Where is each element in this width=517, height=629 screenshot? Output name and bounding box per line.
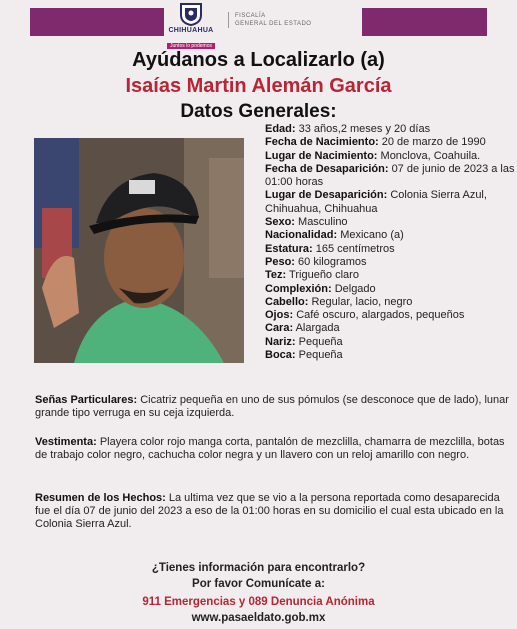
detail-row: Fecha de Nacimiento: 20 de marzo de 1990 [265,136,486,149]
distinguishing-marks-label: Señas Particulares: [35,394,138,406]
detail-row: Sexo: Masculino [265,216,348,229]
footer-call-to-action: Por favor Comunícate a: [192,578,325,590]
clothing-label: Vestimenta: [35,436,97,448]
page-title: Ayúdanos a Localizarlo (a) [132,49,385,71]
logo-text: CHIHUAHUA [168,27,214,34]
missing-person-name: Isaías Martin Alemán García [125,75,392,97]
facts-summary-label: Resumen de los Hechos: [35,492,166,504]
detail-row: Nacionalidad: Mexicano (a) [265,229,404,242]
agency-line2: GENERAL DEL ESTADO [235,21,312,27]
detail-row: Peso: 60 kilogramos [265,255,367,268]
detail-row: Cabello: Regular, lacio, negro [265,295,413,308]
general-data-list [265,123,515,362]
state-seal-icon [178,2,204,26]
clothing-text: Playera color rojo manga corta, pantalón de mezclilla, chamarra de mezclilla, botas de trabajo color negro, cachucha color negra y un llavero con un reloj amarillo con negro. [35,436,505,461]
detail-row: Nariz: Pequeña [265,335,343,348]
detail-row: Tez: Trigueño claro [265,269,359,282]
detail-row: Cara: Alargada [265,322,340,335]
footer-question: ¿Tienes información para encontrarlo? [151,562,366,574]
detail-row: Edad: 33 años,2 meses y 20 días [265,123,431,135]
header-bar-left [30,8,164,36]
chihuahua-logo [160,0,222,49]
agency-name [228,12,365,28]
emergency-phones: 911 Emergencias y 089 Denuncia Anónima [142,596,375,608]
facts-summary [35,492,511,531]
section-subtitle: Datos Generales: [180,101,337,122]
detail-row: Lugar de Nacimiento: Monclova, Coahuila. [265,149,481,162]
detail-row: Boca: Pequeña [265,349,343,362]
clothing [35,436,511,462]
distinguishing-marks-text: Cicatriz pequeña en uno de sus pómulos (se desconoce que de lado), lunar grande tipo verruga en su ceja izquierda. [35,394,509,419]
distinguishing-marks [35,394,511,420]
website-link[interactable]: www.pasaeldato.gob.mx [191,612,326,624]
header-bar-right [362,8,487,36]
detail-row: Fecha de Desaparición: 07 de junio de 2023 a las 01:00 horas [265,162,515,189]
logo-subtext: Juntos lo podemos [167,43,215,49]
person-portrait-image [34,138,244,363]
detail-row: Estatura: 165 centímetros [265,242,395,255]
agency-line1: FISCALÍA [235,13,266,19]
header [0,0,517,48]
facts-summary-text: La ultima vez que se vio a la persona reportada como desaparecida fue el día 07 de junio del 2023 a eso de la 01:00 horas en su domicilio el cual esta ubicado en la Colonia Sierra Azul. [35,492,504,530]
detail-row: Ojos: Café oscuro, alargados, pequeños [265,309,465,322]
person-photo [34,138,244,363]
detail-row: Lugar de Desaparición: Colonia Sierra Azul, Chihuahua, Chihuahua [265,189,487,215]
detail-row: Complexión: Delgado [265,282,376,295]
